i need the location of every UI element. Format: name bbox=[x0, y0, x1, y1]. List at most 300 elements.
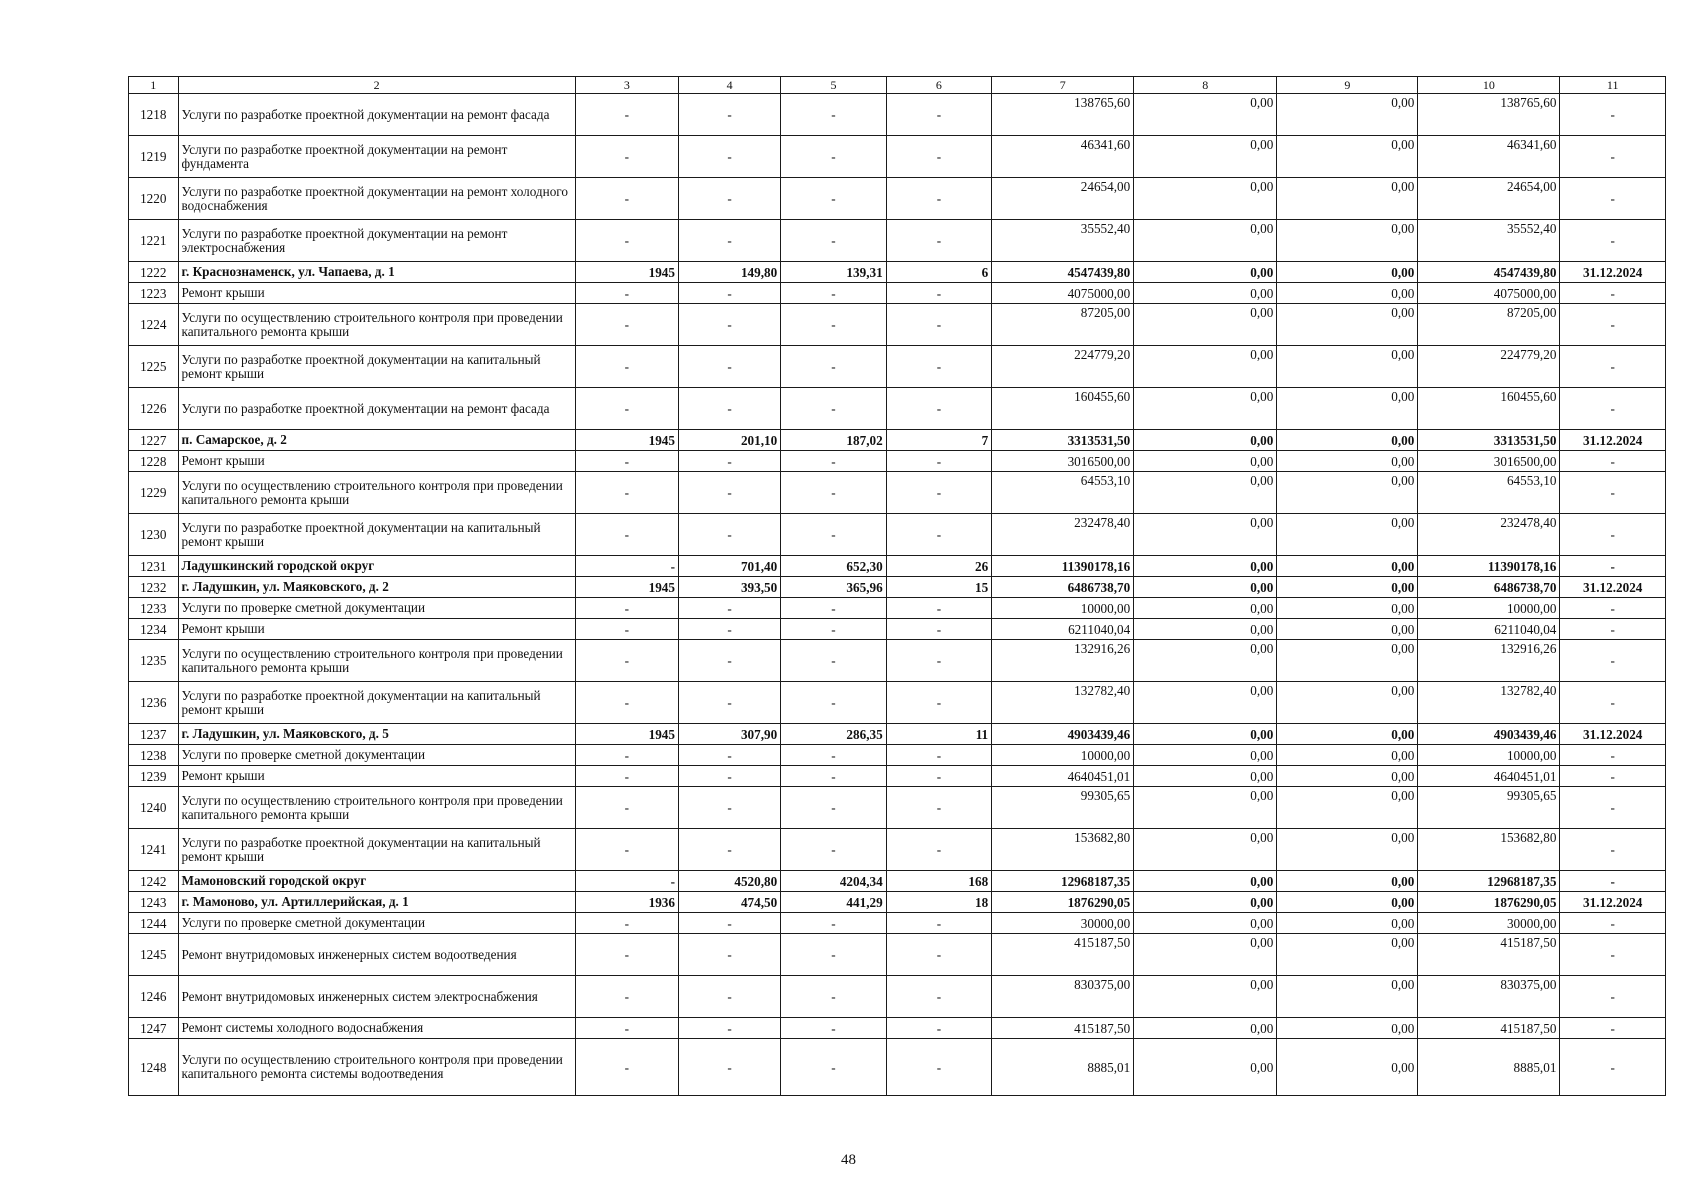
table-row bbox=[129, 472, 1666, 514]
col-6: 6 bbox=[886, 262, 991, 283]
col-5: 286,35 bbox=[781, 724, 886, 745]
col-10: 415187,50 bbox=[1418, 934, 1560, 976]
col-5: - bbox=[781, 346, 886, 388]
col-9: 0,00 bbox=[1277, 430, 1418, 451]
col-6: - bbox=[886, 766, 991, 787]
item-name: г. Краснознаменск, ул. Чапаева, д. 1 bbox=[178, 262, 575, 283]
col-11: 31.12.2024 bbox=[1560, 724, 1666, 745]
col-3: 1936 bbox=[575, 892, 678, 913]
col-11: - bbox=[1560, 94, 1666, 136]
row-number: 1244 bbox=[129, 913, 179, 934]
col-7: 6486738,70 bbox=[992, 577, 1134, 598]
col-10: 4075000,00 bbox=[1418, 283, 1560, 304]
col-8: 0,00 bbox=[1134, 430, 1277, 451]
col-9: 0,00 bbox=[1277, 283, 1418, 304]
table-row bbox=[129, 451, 1666, 472]
col-5: 441,29 bbox=[781, 892, 886, 913]
col-3: - bbox=[575, 598, 678, 619]
col-8: 0,00 bbox=[1134, 472, 1277, 514]
col-5: - bbox=[781, 178, 886, 220]
col-3: - bbox=[575, 304, 678, 346]
table-row bbox=[129, 136, 1666, 178]
col-4: - bbox=[678, 913, 780, 934]
col-7: 830375,00 bbox=[992, 976, 1134, 1018]
col-7: 132782,40 bbox=[992, 682, 1134, 724]
col-8: 0,00 bbox=[1134, 451, 1277, 472]
col-9: 0,00 bbox=[1277, 514, 1418, 556]
table-row bbox=[129, 262, 1666, 283]
col-6: - bbox=[886, 913, 991, 934]
row-number: 1236 bbox=[129, 682, 179, 724]
col-11: - bbox=[1560, 766, 1666, 787]
col-3: - bbox=[575, 514, 678, 556]
col-5: - bbox=[781, 640, 886, 682]
col-4: - bbox=[678, 346, 780, 388]
col-6: - bbox=[886, 388, 991, 430]
row-number: 1248 bbox=[129, 1039, 179, 1096]
col-7: 232478,40 bbox=[992, 514, 1134, 556]
col-7: 46341,60 bbox=[992, 136, 1134, 178]
col-11: - bbox=[1560, 283, 1666, 304]
table-row bbox=[129, 346, 1666, 388]
table-row bbox=[129, 577, 1666, 598]
col-5: 139,31 bbox=[781, 262, 886, 283]
col-8: 0,00 bbox=[1134, 787, 1277, 829]
col-4: - bbox=[678, 598, 780, 619]
col-4: 307,90 bbox=[678, 724, 780, 745]
col-8: 0,00 bbox=[1134, 829, 1277, 871]
col-10: 99305,65 bbox=[1418, 787, 1560, 829]
col-6: - bbox=[886, 304, 991, 346]
col-3: - bbox=[575, 451, 678, 472]
row-number: 1232 bbox=[129, 577, 179, 598]
row-number: 1225 bbox=[129, 346, 179, 388]
col-8: 0,00 bbox=[1134, 514, 1277, 556]
item-name: Услуги по осуществлению строительного контроля при проведении капитального ремонта крыши bbox=[178, 640, 575, 682]
col-6: - bbox=[886, 976, 991, 1018]
col-11: - bbox=[1560, 934, 1666, 976]
col-4: - bbox=[678, 682, 780, 724]
col-10: 3313531,50 bbox=[1418, 430, 1560, 451]
item-name: Услуги по разработке проектной документации на капитальный ремонт крыши bbox=[178, 682, 575, 724]
col-6: 168 bbox=[886, 871, 991, 892]
row-number: 1231 bbox=[129, 556, 179, 577]
col-6: 26 bbox=[886, 556, 991, 577]
row-number: 1238 bbox=[129, 745, 179, 766]
item-name: Услуги по осуществлению строительного контроля при проведении капитального ремонта крыши bbox=[178, 304, 575, 346]
col-6: - bbox=[886, 682, 991, 724]
col-11: - bbox=[1560, 472, 1666, 514]
col-10: 415187,50 bbox=[1418, 1018, 1560, 1039]
col-5: - bbox=[781, 283, 886, 304]
col-10: 6211040,04 bbox=[1418, 619, 1560, 640]
table-row bbox=[129, 556, 1666, 577]
col-10: 8885,01 bbox=[1418, 1039, 1560, 1096]
table-row bbox=[129, 514, 1666, 556]
col-11: - bbox=[1560, 745, 1666, 766]
col-5: - bbox=[781, 976, 886, 1018]
item-name: Ремонт крыши bbox=[178, 619, 575, 640]
column-header: 7 bbox=[992, 77, 1134, 94]
row-number: 1230 bbox=[129, 514, 179, 556]
col-7: 10000,00 bbox=[992, 745, 1134, 766]
col-9: 0,00 bbox=[1277, 934, 1418, 976]
table-row bbox=[129, 745, 1666, 766]
col-11: - bbox=[1560, 598, 1666, 619]
col-10: 1876290,05 bbox=[1418, 892, 1560, 913]
item-name: Услуги по разработке проектной документации на ремонт фасада bbox=[178, 388, 575, 430]
col-4: - bbox=[678, 1018, 780, 1039]
col-5: - bbox=[781, 388, 886, 430]
table-row bbox=[129, 1039, 1666, 1096]
row-number: 1220 bbox=[129, 178, 179, 220]
col-9: 0,00 bbox=[1277, 262, 1418, 283]
col-3: 1945 bbox=[575, 724, 678, 745]
col-6: 18 bbox=[886, 892, 991, 913]
col-10: 3016500,00 bbox=[1418, 451, 1560, 472]
col-5: - bbox=[781, 829, 886, 871]
col-8: 0,00 bbox=[1134, 892, 1277, 913]
col-8: 0,00 bbox=[1134, 1018, 1277, 1039]
col-7: 138765,60 bbox=[992, 94, 1134, 136]
col-4: - bbox=[678, 745, 780, 766]
row-number: 1235 bbox=[129, 640, 179, 682]
col-11: - bbox=[1560, 178, 1666, 220]
col-3: - bbox=[575, 934, 678, 976]
col-4: - bbox=[678, 136, 780, 178]
col-9: 0,00 bbox=[1277, 871, 1418, 892]
col-10: 46341,60 bbox=[1418, 136, 1560, 178]
col-11: - bbox=[1560, 829, 1666, 871]
col-6: - bbox=[886, 619, 991, 640]
row-number: 1241 bbox=[129, 829, 179, 871]
table-row bbox=[129, 871, 1666, 892]
col-5: - bbox=[781, 136, 886, 178]
col-11: 31.12.2024 bbox=[1560, 892, 1666, 913]
col-9: 0,00 bbox=[1277, 556, 1418, 577]
col-5: - bbox=[781, 1018, 886, 1039]
col-8: 0,00 bbox=[1134, 871, 1277, 892]
col-3: - bbox=[575, 871, 678, 892]
col-8: 0,00 bbox=[1134, 1039, 1277, 1096]
col-6: 15 bbox=[886, 577, 991, 598]
col-8: 0,00 bbox=[1134, 283, 1277, 304]
col-6: - bbox=[886, 178, 991, 220]
col-3: - bbox=[575, 766, 678, 787]
col-8: 0,00 bbox=[1134, 766, 1277, 787]
col-7: 11390178,16 bbox=[992, 556, 1134, 577]
col-5: - bbox=[781, 913, 886, 934]
col-10: 12968187,35 bbox=[1418, 871, 1560, 892]
col-11: - bbox=[1560, 619, 1666, 640]
column-header: 5 bbox=[781, 77, 886, 94]
col-9: 0,00 bbox=[1277, 136, 1418, 178]
col-11: - bbox=[1560, 136, 1666, 178]
col-11: - bbox=[1560, 1018, 1666, 1039]
col-6: - bbox=[886, 745, 991, 766]
col-9: 0,00 bbox=[1277, 640, 1418, 682]
row-number: 1221 bbox=[129, 220, 179, 262]
col-3: - bbox=[575, 178, 678, 220]
col-7: 153682,80 bbox=[992, 829, 1134, 871]
item-name: Ремонт системы холодного водоснабжения bbox=[178, 1018, 575, 1039]
item-name: Услуги по проверке сметной документации bbox=[178, 913, 575, 934]
col-6: - bbox=[886, 346, 991, 388]
col-9: 0,00 bbox=[1277, 388, 1418, 430]
col-6: - bbox=[886, 451, 991, 472]
col-4: - bbox=[678, 766, 780, 787]
col-3: - bbox=[575, 283, 678, 304]
col-10: 132782,40 bbox=[1418, 682, 1560, 724]
col-4: - bbox=[678, 283, 780, 304]
row-number: 1222 bbox=[129, 262, 179, 283]
col-8: 0,00 bbox=[1134, 388, 1277, 430]
col-10: 6486738,70 bbox=[1418, 577, 1560, 598]
col-11: 31.12.2024 bbox=[1560, 577, 1666, 598]
item-name: Услуги по разработке проектной документации на капитальный ремонт крыши bbox=[178, 829, 575, 871]
col-3: - bbox=[575, 388, 678, 430]
col-3: 1945 bbox=[575, 430, 678, 451]
col-6: - bbox=[886, 934, 991, 976]
col-5: - bbox=[781, 304, 886, 346]
col-3: - bbox=[575, 640, 678, 682]
col-3: - bbox=[575, 619, 678, 640]
col-4: - bbox=[678, 178, 780, 220]
col-9: 0,00 bbox=[1277, 472, 1418, 514]
col-10: 30000,00 bbox=[1418, 913, 1560, 934]
item-name: Ладушкинский городской округ bbox=[178, 556, 575, 577]
item-name: Ремонт крыши bbox=[178, 766, 575, 787]
row-number: 1218 bbox=[129, 94, 179, 136]
col-5: - bbox=[781, 220, 886, 262]
col-7: 87205,00 bbox=[992, 304, 1134, 346]
col-11: - bbox=[1560, 220, 1666, 262]
item-name: Услуги по осуществлению строительного контроля при проведении капитального ремонта крыши bbox=[178, 787, 575, 829]
col-11: - bbox=[1560, 556, 1666, 577]
item-name: Услуги по осуществлению строительного контроля при проведении капитального ремонта крыши bbox=[178, 472, 575, 514]
col-7: 4547439,80 bbox=[992, 262, 1134, 283]
col-9: 0,00 bbox=[1277, 766, 1418, 787]
column-header: 11 bbox=[1560, 77, 1666, 94]
col-4: - bbox=[678, 451, 780, 472]
table-row bbox=[129, 619, 1666, 640]
col-5: 4204,34 bbox=[781, 871, 886, 892]
item-name: г. Ладушкин, ул. Маяковского, д. 5 bbox=[178, 724, 575, 745]
column-header: 3 bbox=[575, 77, 678, 94]
col-3: - bbox=[575, 136, 678, 178]
col-10: 232478,40 bbox=[1418, 514, 1560, 556]
col-11: - bbox=[1560, 682, 1666, 724]
col-3: - bbox=[575, 787, 678, 829]
table-row bbox=[129, 787, 1666, 829]
table-row bbox=[129, 934, 1666, 976]
item-name: Услуги по разработке проектной документации на ремонт фундамента bbox=[178, 136, 575, 178]
item-name: Услуги по проверке сметной документации bbox=[178, 598, 575, 619]
table-row bbox=[129, 892, 1666, 913]
col-4: - bbox=[678, 472, 780, 514]
column-header: 1 bbox=[129, 77, 179, 94]
col-7: 24654,00 bbox=[992, 178, 1134, 220]
col-10: 24654,00 bbox=[1418, 178, 1560, 220]
col-9: 0,00 bbox=[1277, 346, 1418, 388]
col-4: 474,50 bbox=[678, 892, 780, 913]
col-9: 0,00 bbox=[1277, 913, 1418, 934]
col-9: 0,00 bbox=[1277, 619, 1418, 640]
table-row bbox=[129, 178, 1666, 220]
col-6: - bbox=[886, 1018, 991, 1039]
item-name: Ремонт крыши bbox=[178, 451, 575, 472]
col-7: 1876290,05 bbox=[992, 892, 1134, 913]
col-6: - bbox=[886, 136, 991, 178]
col-6: 11 bbox=[886, 724, 991, 745]
col-4: 149,80 bbox=[678, 262, 780, 283]
table-row bbox=[129, 220, 1666, 262]
col-9: 0,00 bbox=[1277, 451, 1418, 472]
col-6: - bbox=[886, 283, 991, 304]
row-number: 1228 bbox=[129, 451, 179, 472]
col-5: - bbox=[781, 619, 886, 640]
col-3: - bbox=[575, 346, 678, 388]
col-5: 187,02 bbox=[781, 430, 886, 451]
col-4: - bbox=[678, 619, 780, 640]
col-6: - bbox=[886, 472, 991, 514]
col-7: 30000,00 bbox=[992, 913, 1134, 934]
col-4: - bbox=[678, 514, 780, 556]
col-11: - bbox=[1560, 388, 1666, 430]
col-10: 10000,00 bbox=[1418, 598, 1560, 619]
col-5: - bbox=[781, 934, 886, 976]
table-row bbox=[129, 724, 1666, 745]
col-7: 415187,50 bbox=[992, 934, 1134, 976]
table-row bbox=[129, 913, 1666, 934]
col-9: 0,00 bbox=[1277, 577, 1418, 598]
col-5: - bbox=[781, 451, 886, 472]
col-8: 0,00 bbox=[1134, 745, 1277, 766]
col-10: 4547439,80 bbox=[1418, 262, 1560, 283]
item-name: Ремонт крыши bbox=[178, 283, 575, 304]
col-7: 10000,00 bbox=[992, 598, 1134, 619]
col-4: - bbox=[678, 1039, 780, 1096]
col-10: 160455,60 bbox=[1418, 388, 1560, 430]
col-9: 0,00 bbox=[1277, 787, 1418, 829]
row-number: 1224 bbox=[129, 304, 179, 346]
table-row bbox=[129, 829, 1666, 871]
col-10: 10000,00 bbox=[1418, 745, 1560, 766]
col-10: 224779,20 bbox=[1418, 346, 1560, 388]
col-10: 138765,60 bbox=[1418, 94, 1560, 136]
col-8: 0,00 bbox=[1134, 577, 1277, 598]
col-3: - bbox=[575, 220, 678, 262]
col-7: 64553,10 bbox=[992, 472, 1134, 514]
row-number: 1239 bbox=[129, 766, 179, 787]
row-number: 1247 bbox=[129, 1018, 179, 1039]
row-number: 1226 bbox=[129, 388, 179, 430]
item-name: Ремонт внутридомовых инженерных систем водоотведения bbox=[178, 934, 575, 976]
col-6: - bbox=[886, 598, 991, 619]
col-8: 0,00 bbox=[1134, 262, 1277, 283]
col-7: 4640451,01 bbox=[992, 766, 1134, 787]
col-3: - bbox=[575, 94, 678, 136]
table-row bbox=[129, 682, 1666, 724]
col-8: 0,00 bbox=[1134, 619, 1277, 640]
col-7: 35552,40 bbox=[992, 220, 1134, 262]
item-name: Услуги по осуществлению строительного контроля при проведении капитального ремонта системы водоотведения bbox=[178, 1039, 575, 1096]
col-4: - bbox=[678, 934, 780, 976]
col-11: - bbox=[1560, 976, 1666, 1018]
column-header: 2 bbox=[178, 77, 575, 94]
col-6: - bbox=[886, 1039, 991, 1096]
col-10: 11390178,16 bbox=[1418, 556, 1560, 577]
col-7: 99305,65 bbox=[992, 787, 1134, 829]
col-4: - bbox=[678, 640, 780, 682]
row-number: 1227 bbox=[129, 430, 179, 451]
item-name: п. Самарское, д. 2 bbox=[178, 430, 575, 451]
col-4: - bbox=[678, 220, 780, 262]
col-4: 201,10 bbox=[678, 430, 780, 451]
item-name: Услуги по разработке проектной документации на ремонт фасада bbox=[178, 94, 575, 136]
col-10: 132916,26 bbox=[1418, 640, 1560, 682]
col-8: 0,00 bbox=[1134, 934, 1277, 976]
col-5: - bbox=[781, 598, 886, 619]
col-7: 415187,50 bbox=[992, 1018, 1134, 1039]
col-3: - bbox=[575, 745, 678, 766]
col-3: - bbox=[575, 556, 678, 577]
col-11: - bbox=[1560, 514, 1666, 556]
col-6: - bbox=[886, 787, 991, 829]
col-8: 0,00 bbox=[1134, 682, 1277, 724]
col-8: 0,00 bbox=[1134, 220, 1277, 262]
col-3: - bbox=[575, 1018, 678, 1039]
col-5: - bbox=[781, 94, 886, 136]
col-11: - bbox=[1560, 451, 1666, 472]
col-9: 0,00 bbox=[1277, 724, 1418, 745]
col-4: - bbox=[678, 304, 780, 346]
table-body bbox=[129, 77, 1666, 1096]
col-5: 365,96 bbox=[781, 577, 886, 598]
col-9: 0,00 bbox=[1277, 892, 1418, 913]
col-5: - bbox=[781, 472, 886, 514]
item-name: Услуги по разработке проектной документации на капитальный ремонт крыши bbox=[178, 514, 575, 556]
col-4: - bbox=[678, 388, 780, 430]
col-11: - bbox=[1560, 304, 1666, 346]
col-9: 0,00 bbox=[1277, 829, 1418, 871]
col-7: 132916,26 bbox=[992, 640, 1134, 682]
column-header: 4 bbox=[678, 77, 780, 94]
table-row bbox=[129, 94, 1666, 136]
col-11: 31.12.2024 bbox=[1560, 262, 1666, 283]
col-7: 3016500,00 bbox=[992, 451, 1134, 472]
table-row bbox=[129, 976, 1666, 1018]
col-5: - bbox=[781, 766, 886, 787]
row-number: 1233 bbox=[129, 598, 179, 619]
col-7: 4075000,00 bbox=[992, 283, 1134, 304]
col-10: 87205,00 bbox=[1418, 304, 1560, 346]
table-row bbox=[129, 598, 1666, 619]
col-11: - bbox=[1560, 787, 1666, 829]
col-7: 12968187,35 bbox=[992, 871, 1134, 892]
column-header: 10 bbox=[1418, 77, 1560, 94]
item-name: г. Ладушкин, ул. Маяковского, д. 2 bbox=[178, 577, 575, 598]
col-11: - bbox=[1560, 913, 1666, 934]
col-10: 830375,00 bbox=[1418, 976, 1560, 1018]
col-8: 0,00 bbox=[1134, 346, 1277, 388]
col-9: 0,00 bbox=[1277, 1039, 1418, 1096]
col-3: - bbox=[575, 976, 678, 1018]
column-header: 9 bbox=[1277, 77, 1418, 94]
col-6: - bbox=[886, 514, 991, 556]
item-name: Ремонт внутридомовых инженерных систем электроснабжения bbox=[178, 976, 575, 1018]
table-row bbox=[129, 430, 1666, 451]
